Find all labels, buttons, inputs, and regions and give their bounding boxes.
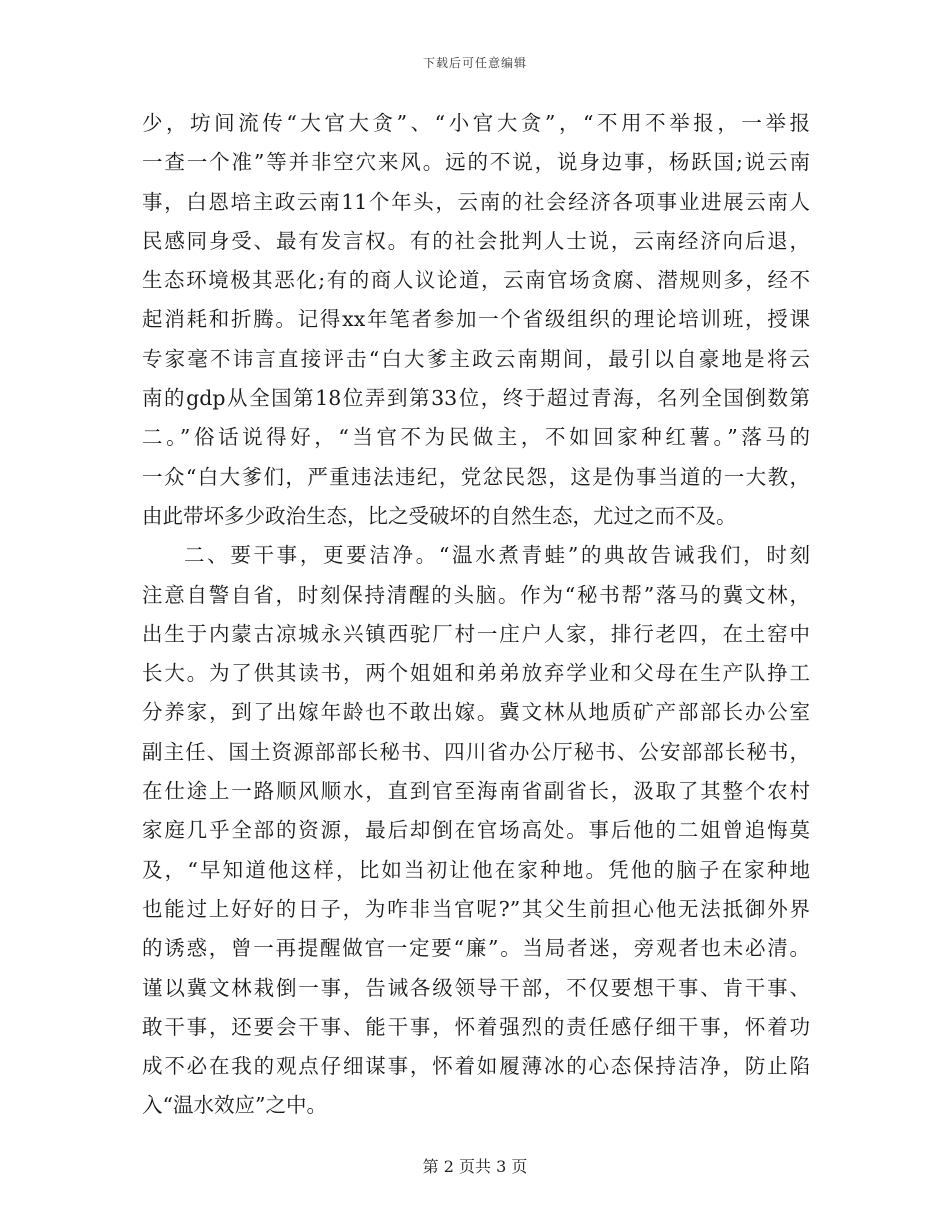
text-line: 入“温水效应”之中。 — [142, 1093, 327, 1118]
text-line: 起消耗和折腾。记得xx年笔者参加一个省级组织的理论培训班，授课 — [142, 307, 810, 332]
text-line: 分养家，到了出嫁年龄也不敢出嫁。冀文林从地质矿产部部长办公室 — [142, 700, 810, 725]
document-body — [142, 104, 810, 1126]
text-line: 一查一个准”等并非空穴来风。远的不说，说身边事，杨跃国;说云南 — [142, 150, 810, 175]
page-number: 第 2 页共 3 页 — [422, 1157, 528, 1176]
text-line: 敢干事，还要会干事、能干事，怀着强烈的责任感仔细干事，怀着功 — [142, 1014, 810, 1039]
text-line: 生态环境极其恶化;有的商人议论道，云南官场贪腐、潜规则多，经不 — [142, 268, 810, 293]
page-header: 下载后可任意编辑 — [422, 56, 527, 70]
text-line: 少，坊间流传“大官大贪”、“小官大贪”，“不用不举报，一举报 — [142, 111, 810, 135]
text-line: 专家毫不讳言直接评击“白大爹主政云南期间，最引以自豪地是将云 — [142, 346, 810, 371]
text-line: 家庭几乎全部的资源，最后却倒在官场高处。事后他的二姐曾追悔莫 — [142, 818, 810, 843]
text-line: 二、要干事，更要洁净。“温水煮青蛙”的典故告诫我们，时刻 — [184, 543, 810, 568]
text-line: 谨以冀文林栽倒一事，告诫各级领导干部，不仅要想干事、肯干事、 — [142, 975, 810, 1000]
text-line: 也能过上好好的日子，为咋非当官呢?”其父生前担心他无法抵御外界 — [142, 896, 810, 921]
text-line: 副主任、国土资源部部长秘书、四川省办公厅秘书、公安部部长秘书， — [142, 739, 810, 764]
text-line: 成不必在我的观点仔细谋事，怀着如履薄冰的心态保持洁净，防止陷 — [142, 1054, 810, 1079]
text-line: 由此带坏多少政治生态，比之受破坏的自然生态，尤过之而不及。 — [142, 503, 737, 528]
text-line: 及，“早知道他这样，比如当初让他在家种地。凭他的脑子在家种地 — [142, 857, 810, 882]
text-line: 的诱惑，曾一再提醒做官一定要“廉”。当局者迷，旁观者也未必清。 — [142, 936, 810, 961]
text-line: 长大。为了供其读书，两个姐姐和弟弟放弃学业和父母在生产队挣工 — [142, 661, 810, 686]
text-line: 注意自警自省，时刻保持清醒的头脑。作为“秘书帮”落马的冀文林， — [142, 582, 810, 607]
paragraph-1 — [142, 104, 810, 536]
text-line: 一众“白大爹们，严重违法违纪，党忿民怨，这是伪事当道的一大教， — [142, 464, 810, 489]
text-line: 南的gdp从全国第18位弄到第33位，终于超过青海，名列全国倒数第 — [142, 386, 810, 411]
text-line: 事，白恩培主政云南11个年头，云南的社会经济各项事业进展云南人 — [142, 189, 810, 214]
text-line: 在仕途上一路顺风顺水，直到官至海南省副省长，汲取了其整个农村 — [142, 779, 810, 804]
text-line: 二。”俗话说得好，“当官不为民做主，不如回家种红薯。”落马的 — [142, 425, 810, 450]
text-line: 民感同身受、最有发言权。有的社会批判人士说，云南经济向后退， — [142, 228, 810, 253]
paragraph-2 — [142, 536, 810, 1125]
text-line: 出生于内蒙古凉城永兴镇西驼厂村一庄户人家，排行老四，在土窑中 — [142, 621, 810, 646]
